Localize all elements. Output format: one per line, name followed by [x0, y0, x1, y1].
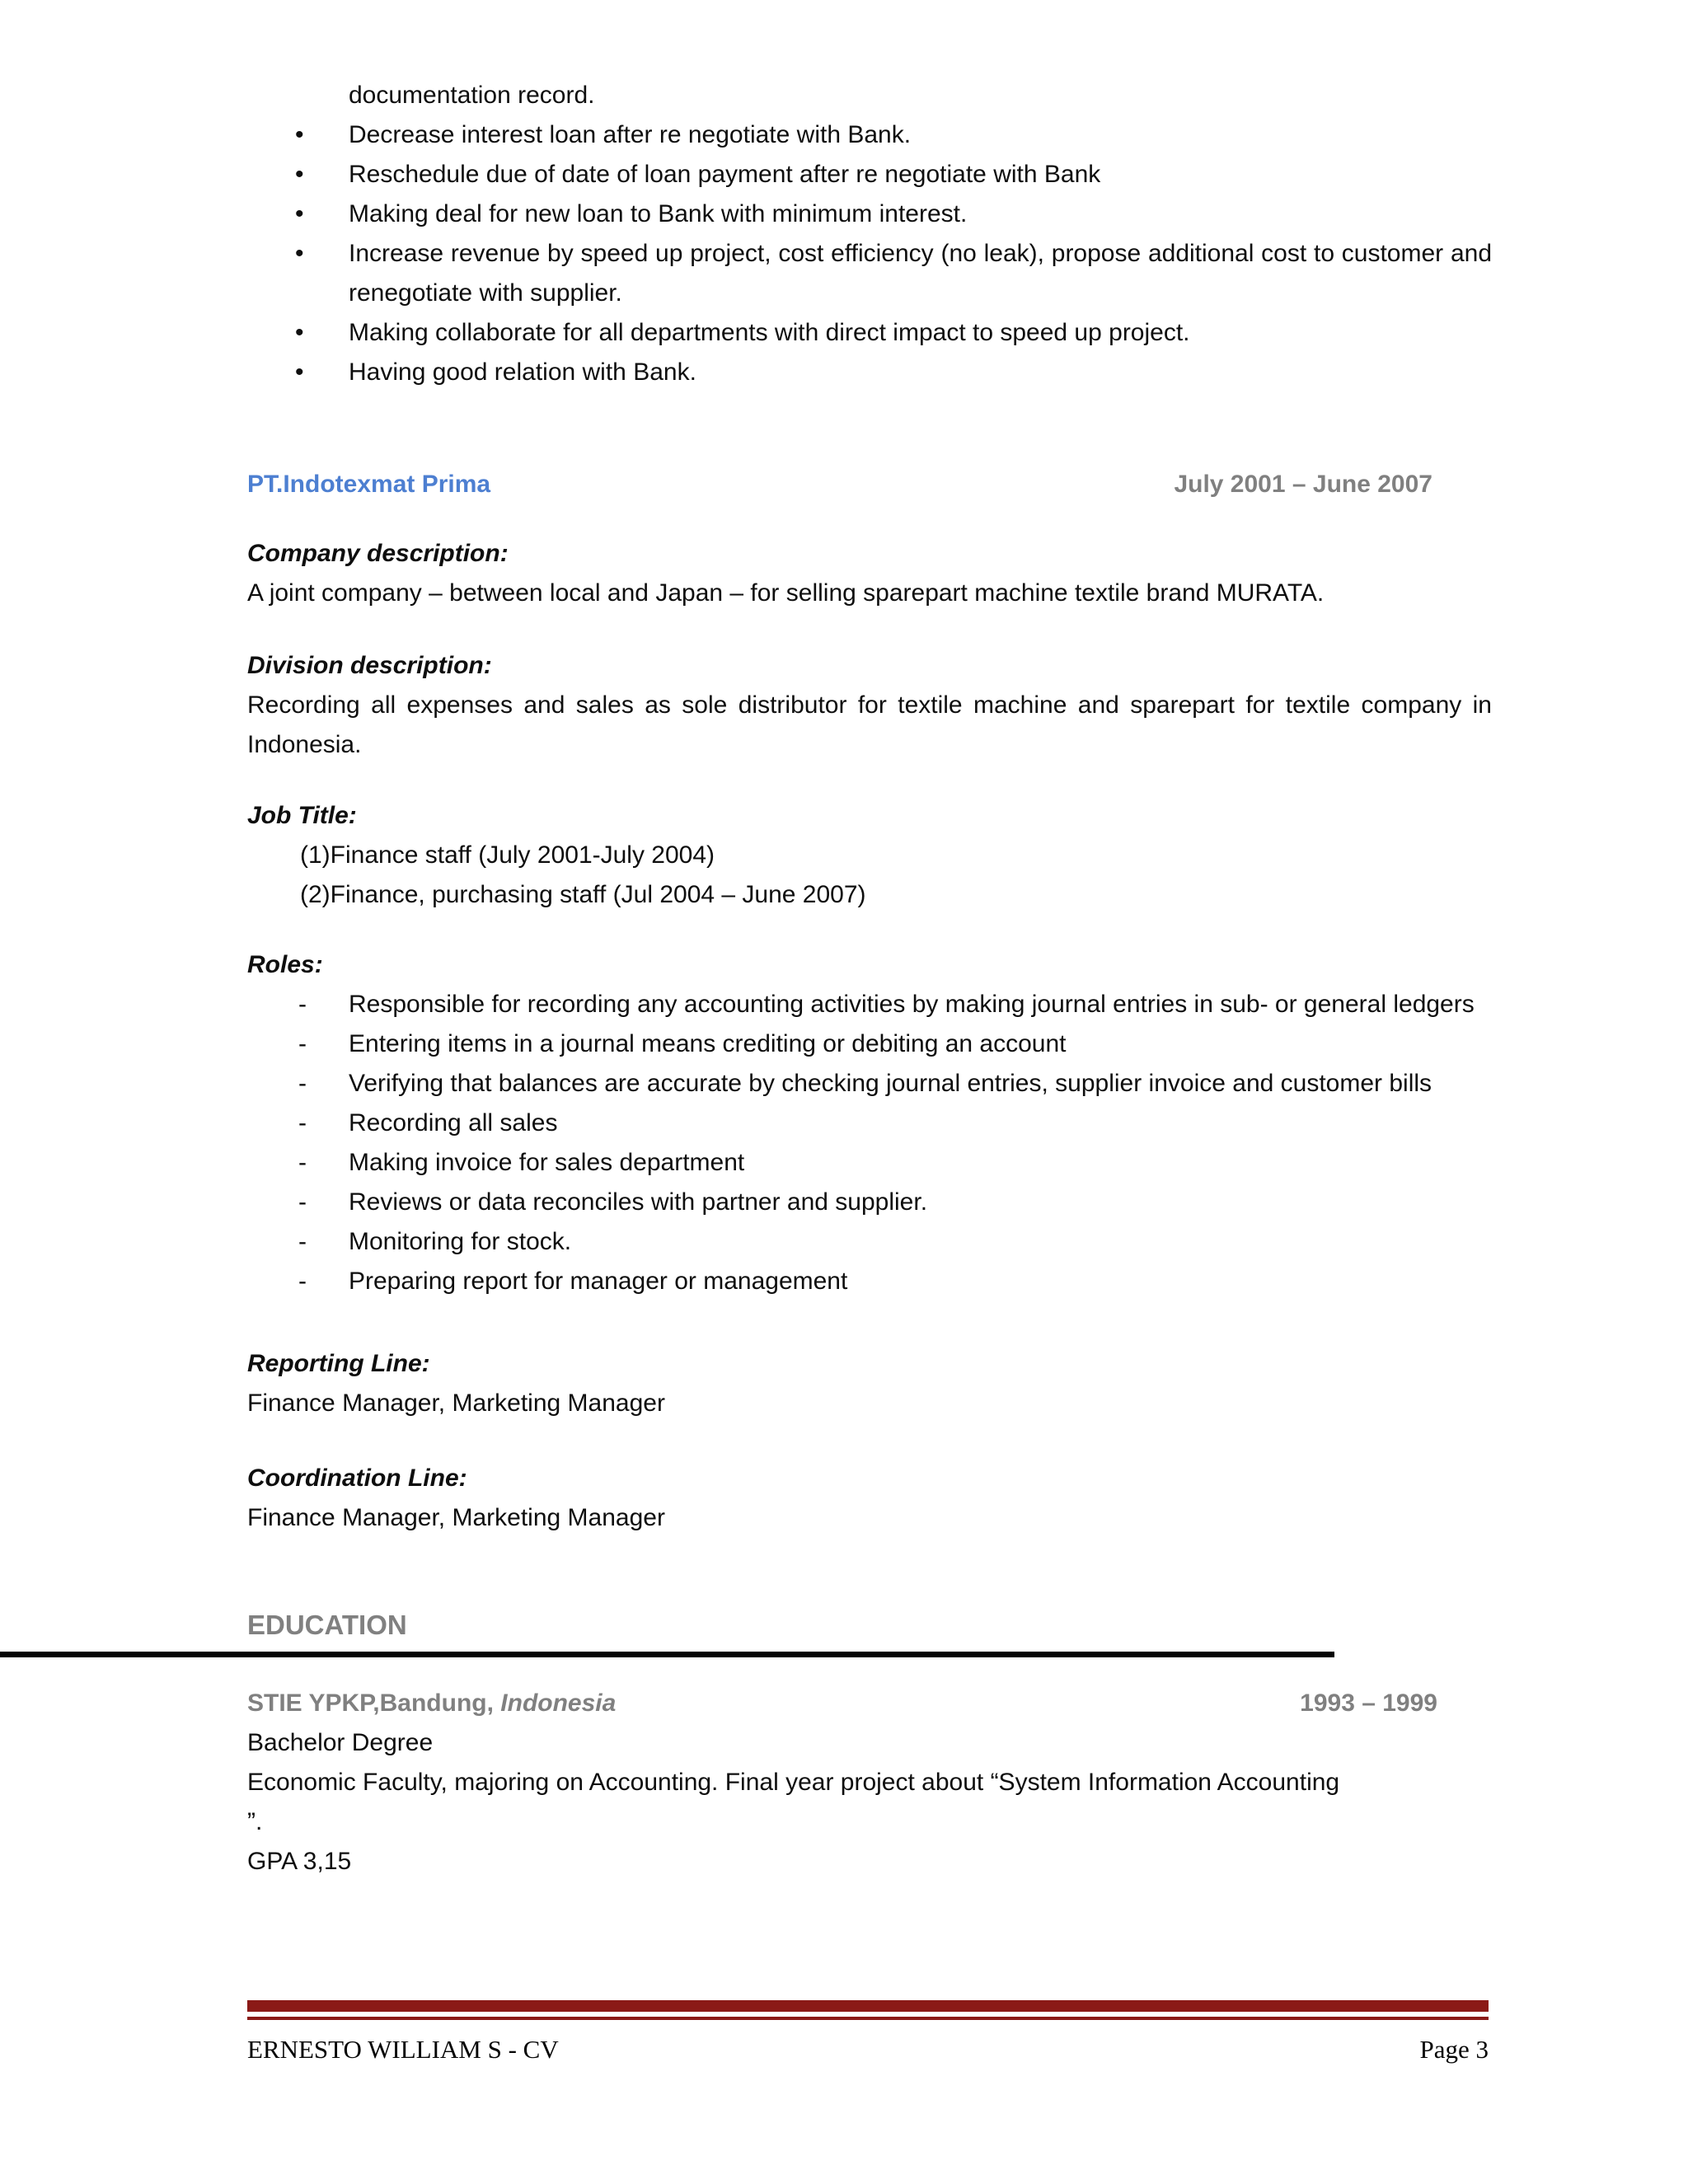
division-description-text: Recording all expenses and sales as sole distributor for textile machine and sparepart for textile company in Indonesia.: [247, 691, 1492, 758]
school-name: [247, 1684, 616, 1723]
footer-page-number: Page 3: [1419, 2035, 1489, 2064]
education-section-title: EDUCATION: [247, 1610, 407, 1640]
list-item: - Making invoice for sales department: [247, 1143, 1492, 1183]
list-item: • Having good relation with Bank.: [247, 353, 1492, 392]
list-item: • Increase revenue by speed up project, cost efficiency (no leak), propose additional cost to customer and renegotiate with supplier.: [247, 234, 1492, 313]
section-divider-rule: [0, 1652, 1334, 1657]
page-footer: [247, 2000, 1489, 2068]
footer-name: ERNESTO WILLIAM S - CV: [247, 2035, 559, 2064]
list-item: • Reschedule due of date of loan payment after re negotiate with Bank: [247, 155, 1492, 194]
list-item: • Making deal for new loan to Bank with minimum interest.: [247, 194, 1492, 234]
list-item: - Verifying that balances are accurate by checking journal entries, supplier invoice and customer bills: [247, 1064, 1492, 1104]
job-title-label: Job Title:: [247, 802, 357, 829]
job-title-list: [247, 836, 1492, 915]
coordination-line-label: Coordination Line:: [247, 1465, 467, 1492]
footer-rule-thin: [247, 2017, 1489, 2020]
company-name: PT.Indotexmat Prima: [247, 471, 491, 498]
achievements-bullet-list: [247, 115, 1492, 392]
company-description-label: Company description:: [247, 540, 509, 567]
list-item: - Responsible for recording any accounting activities by making journal entries in sub- or general ledgers: [247, 985, 1492, 1024]
list-item: - Reviews or data reconciles with partner and supplier.: [247, 1183, 1492, 1222]
list-item: - Recording all sales: [247, 1104, 1492, 1143]
reporting-line-text: Finance Manager, Marketing Manager: [247, 1390, 665, 1417]
job-title-entry: (2)Finance, purchasing staff (Jul 2004 – June 2007): [300, 881, 866, 908]
education-description-tail: ”.: [247, 1808, 263, 1835]
list-item: - Monitoring for stock.: [247, 1222, 1492, 1262]
education-header-row: [247, 1684, 1492, 1723]
list-item: - Entering items in a journal means crediting or debiting an account: [247, 1024, 1492, 1064]
degree-text: Bachelor Degree: [247, 1729, 434, 1756]
list-item: - Preparing report for manager or management: [247, 1262, 1492, 1301]
education-dates: 1993 – 1999: [1300, 1690, 1437, 1717]
division-description-label: Division description:: [247, 652, 492, 679]
reporting-line-label: Reporting Line:: [247, 1350, 430, 1377]
roles-label: Roles:: [247, 951, 323, 978]
list-item: • Decrease interest loan after re negotiate with Bank.: [247, 115, 1492, 155]
gpa-text: GPA 3,15: [247, 1848, 352, 1875]
education-description: [247, 1763, 1492, 1842]
experience-header-row: [247, 465, 1492, 504]
coordination-line-text: Finance Manager, Marketing Manager: [247, 1504, 665, 1531]
footer-text-row: [247, 2032, 1489, 2068]
job-title-entry: (1)Finance staff (July 2001-July 2004): [300, 841, 715, 869]
school-name-bold: STIE YPKP,Bandung,: [247, 1690, 494, 1717]
list-item: • Making collaborate for all departments with direct impact to speed up project.: [247, 313, 1492, 353]
bullet-continuation-line: documentation record.: [349, 82, 595, 109]
footer-rule-thick: [247, 2000, 1489, 2012]
education-description-line: Economic Faculty, majoring on Accounting. Final year project about “System Information Accounting: [247, 1769, 1340, 1796]
employment-dates: July 2001 – June 2007: [1174, 471, 1432, 498]
roles-list: [247, 985, 1492, 1301]
company-description-text: A joint company – between local and Japan – for selling sparepart machine textile brand MURATA.: [247, 579, 1325, 607]
school-country-italic: Indonesia: [500, 1690, 617, 1717]
